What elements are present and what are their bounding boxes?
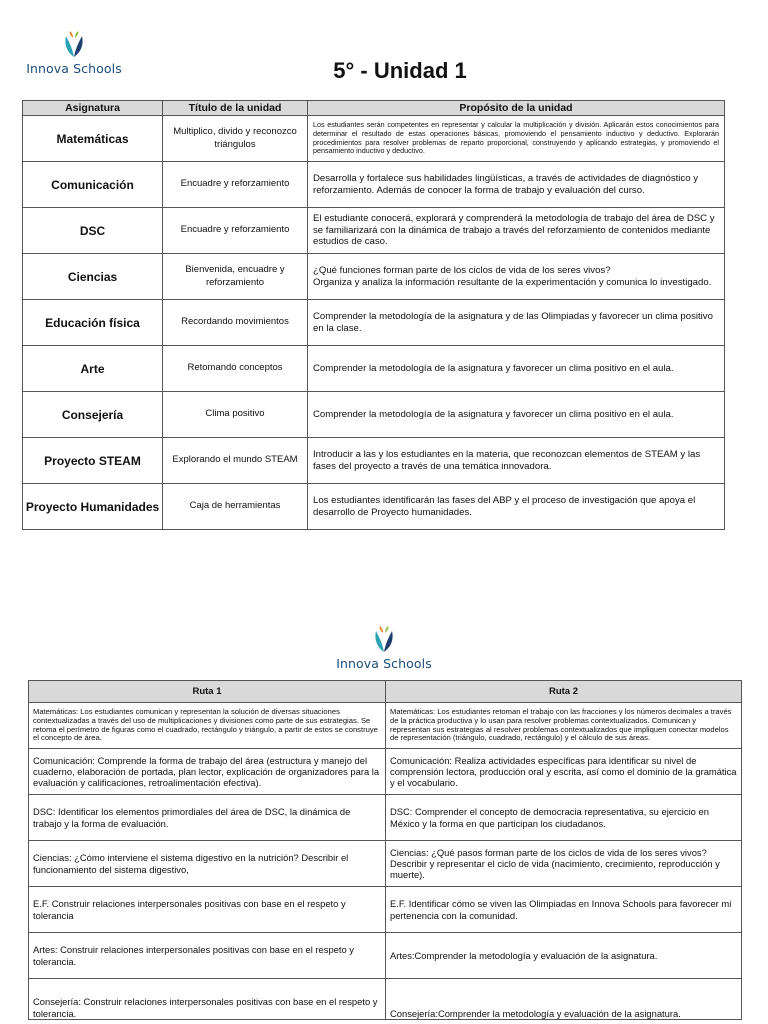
col-header-subject: Asignatura (23, 101, 163, 116)
purpose-cell: Los estudiantes serán competentes en representar y calcular la multiplicación y división. Aplicarán estos conocimientos para determinar el resultado de estas operaciones básicas, promoviendo el pensamiento inductivo y deductivo. Explorarán procedimientos para resolver problemas de reparto proporcional, construyendo y aplicando estrategias, y promoviendo el pensamiento inductivo y deductivo. (308, 116, 725, 162)
table-row (23, 300, 725, 346)
route-1-cell: E.F. Construir relaciones interpersonales positivas con base en el respeto y tolerancia (29, 887, 386, 933)
purpose-cell: Los estudiantes identificarán las fases del ABP y el proceso de investigación que apoya el desarrollo de Proyecto humanidades. (308, 484, 725, 530)
route-2-cell: Matemáticas: Los estudiantes retoman el trabajo con las fracciones y los números decimales a través de la práctica productiva y lo usan para resolver problemas contextualizados. Comunican y representan sus estrategias al resolver problemas contextualizados que impliquen conectar modelos de representación (triángulo, cuadrado, rectángulo) y el cálculo de sus áreas. (386, 703, 742, 749)
table-row (29, 703, 742, 749)
subject-cell: Ciencias (23, 254, 163, 300)
unit-title-cell: Multiplico, divido y reconozco triángulos (163, 116, 308, 162)
innova-schools-logo (330, 625, 438, 671)
subject-cell: Arte (23, 346, 163, 392)
unit-title-cell: Caja de herramientas (163, 484, 308, 530)
unit-title-cell: Recordando movimientos (163, 300, 308, 346)
route-2-cell: Artes:Comprender la metodología y evaluación de la asignatura. (386, 933, 742, 979)
purpose-cell: Desarrolla y fortalece sus habilidades lingüísticas, a través de actividades de diagnóstico y reforzamiento. Además de conocer la forma de trabajo y evaluación del curso. (308, 162, 725, 208)
unit-title-cell: Explorando el mundo STEAM (163, 438, 308, 484)
col-header-purpose: Propósito de la unidad (308, 101, 725, 116)
col-header-route-1: Ruta 1 (29, 681, 386, 703)
innova-leaf-icon (61, 30, 87, 58)
table-row (23, 208, 725, 254)
route-2-cell: DSC: Comprender el concepto de democracia representativa, su ejercicio en México y la forma en que participan los ciudadanos. (386, 795, 742, 841)
purpose-cell: Comprender la metodología de la asignatura y favorecer un clima positivo en el aula. (308, 346, 725, 392)
table-row (23, 116, 725, 162)
table-row (23, 392, 725, 438)
table-row (23, 254, 725, 300)
purpose-cell: Comprender la metodología de la asignatura y de las Olimpiadas y favorecer un clima positivo en la clase. (308, 300, 725, 346)
subject-cell: Matemáticas (23, 116, 163, 162)
purpose-cell (308, 254, 725, 300)
route-1-cell: Matemáticas: Los estudiantes comunican y representan la solución de diversas situaciones contextualizadas a través del uso de multiplicaciones y divisiones como parte de sus estrategias. Se retoma el perímetro de figuras como el cuadrado, rectángulo y triángulo, a partir de estos se construye el concepto de área. (29, 703, 386, 749)
page-title: 5° - Unidad 1 (333, 58, 467, 83)
table-row (23, 484, 725, 530)
route-1-cell: Consejería: Construir relaciones interpersonales positivas con base en el respeto y tolerancia. (29, 979, 386, 1020)
route-1-cell: DSC: Identificar los elementos primordiales del área de DSC, la dinámica de trabajo y la forma de evaluación. (29, 795, 386, 841)
subject-cell: Comunicación (23, 162, 163, 208)
unit-title-cell: Bienvenida, encuadre y reforzamiento (163, 254, 308, 300)
table-row (23, 438, 725, 484)
table-row (29, 887, 742, 933)
purpose-line: Organiza y analiza la información resultante de la experimentación y comunica lo investigado. (313, 276, 712, 288)
routes-table (28, 680, 742, 1020)
logo-text: Innova Schools (336, 656, 432, 671)
unit-title-cell: Clima positivo (163, 392, 308, 438)
subject-cell: Consejería (23, 392, 163, 438)
table-row (23, 346, 725, 392)
route-1-cell: Comunicación: Comprende la forma de trabajo del área (estructura y manejo del cuaderno, elaboración de portada, plan lector, explicación de organizadores para la evaluación y calificaciones, retroalimentación efectiva). (29, 749, 386, 795)
innova-leaf-icon (371, 625, 397, 653)
table-row (29, 933, 742, 979)
col-header-title: Título de la unidad (163, 101, 308, 116)
table-row (23, 162, 725, 208)
purpose-line: ¿Qué funciones forman parte de los ciclos de vida de los seres vivos? (313, 264, 611, 276)
unit-title-cell: Retomando conceptos (163, 346, 308, 392)
table-row (29, 979, 742, 1020)
logo-text: Innova Schools (26, 61, 122, 76)
route-1-cell: Artes: Construir relaciones interpersonales positivas con base en el respeto y tolerancia. (29, 933, 386, 979)
purpose-cell: Comprender la metodología de la asignatura y favorecer un clima positivo en el aula. (308, 392, 725, 438)
unit-title-cell: Encuadre y reforzamiento (163, 208, 308, 254)
route-1-cell: Ciencias: ¿Cómo interviene el sistema digestivo en la nutrición? Describir el funcionamiento del sistema digestivo, (29, 841, 386, 887)
purpose-cell: Introducir a las y los estudiantes en la materia, que reconozcan elementos de STEAM y las fases del proyecto a través de una temática innovadora. (308, 438, 725, 484)
subject-cell: Proyecto STEAM (23, 438, 163, 484)
unit-title-cell: Encuadre y reforzamiento (163, 162, 308, 208)
innova-schools-logo (20, 30, 128, 76)
route-2-cell: Ciencias: ¿Qué pasos forman parte de los ciclos de vida de los seres vivos? Describir y representar el ciclo de vida (nacimiento, crecimiento, reproducción y muerte). (386, 841, 742, 887)
subject-cell: DSC (23, 208, 163, 254)
subject-cell: Proyecto Humanidades (23, 484, 163, 530)
route-2-cell: Consejería:Comprender la metodología y evaluación de la asignatura. (386, 979, 742, 1020)
subject-cell: Educación física (23, 300, 163, 346)
units-table (22, 100, 725, 530)
table-row (29, 749, 742, 795)
route-2-cell: Comunicación: Realiza actividades específicas para identificar su nivel de comprensión lectora, producción oral y escrita, así como el dominio de la gramática y el vocabulario. (386, 749, 742, 795)
table-row (29, 795, 742, 841)
table-row (29, 841, 742, 887)
route-2-cell: E.F. Identificar cómo se viven las Olimpiadas en Innova Schools para favorecer mi pertenencia con la comunidad. (386, 887, 742, 933)
col-header-route-2: Ruta 2 (386, 681, 742, 703)
purpose-cell: El estudiante conocerá, explorará y comprenderá la metodología de trabajo del área de DSC y se familiarizará con la dinámica de trabajo a través del reforzamiento de contenidos mediante estudios de caso. (308, 208, 725, 254)
